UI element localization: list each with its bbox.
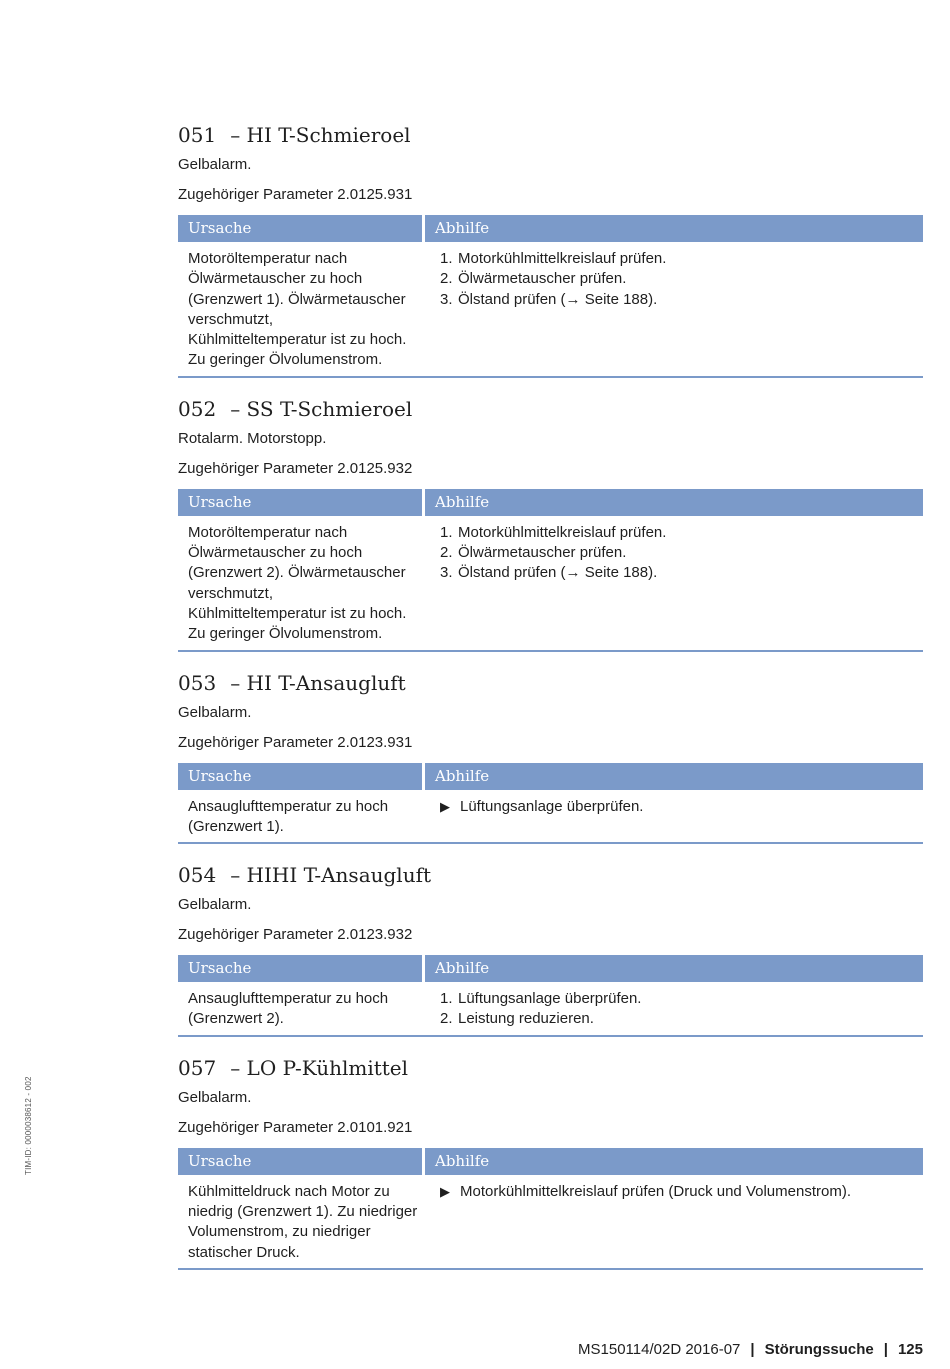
remedy-item <box>440 290 923 310</box>
step-number: 3. <box>440 564 453 582</box>
fault-heading <box>178 122 923 148</box>
remedy-item <box>440 1182 923 1202</box>
table-row <box>178 982 923 1035</box>
step-number: 3. <box>440 290 453 308</box>
related-parameter: Zugehöriger Parameter 2.0125.932 <box>178 459 413 477</box>
remedy-item <box>440 523 923 543</box>
header-remedy: Abhilfe <box>425 215 923 242</box>
fault-heading <box>178 396 923 422</box>
fault-code: 053 <box>178 670 217 695</box>
alarm-level: Gelbalarm. <box>178 1088 252 1106</box>
remedy-item <box>440 1009 923 1029</box>
footer-separator: | <box>883 1341 888 1358</box>
header-cause: Ursache <box>178 215 422 242</box>
header-remedy: Abhilfe <box>425 1148 923 1175</box>
header-cause: Ursache <box>178 489 422 516</box>
alarm-level: Gelbalarm. <box>178 703 252 721</box>
fault-code: 054 <box>178 863 217 888</box>
step-number: 2. <box>440 544 453 562</box>
remedy-item <box>440 543 923 563</box>
fault-title: – HI T-Ansaugluft <box>230 670 406 695</box>
table-header <box>178 215 923 242</box>
cause-line: Ölwärmetauscher zu hoch <box>188 544 363 562</box>
fault-section-051 <box>178 122 923 378</box>
alarm-level: Gelbalarm. <box>178 156 252 173</box>
cause-line: Kühlmitteldruck nach Motor zu <box>188 1182 390 1200</box>
table-row <box>178 516 923 650</box>
remedy-cell <box>425 989 923 1030</box>
remedy-item <box>440 989 923 1009</box>
fault-code: 052 <box>178 396 217 421</box>
table-row <box>178 790 923 843</box>
remedy-item <box>440 269 923 289</box>
alarm-level: Gelbalarm. <box>178 896 252 914</box>
fault-heading <box>178 1055 923 1081</box>
fault-heading <box>178 670 923 696</box>
tim-id-label: TIM-ID: 0000038612 - 002 <box>24 1076 33 1175</box>
cause-line: Volumenstrom, zu niedriger <box>188 1223 371 1241</box>
step-number: 1. <box>440 523 453 541</box>
remedy-text: Leistung reduzieren. <box>458 1010 594 1028</box>
cause-line: Motoröltemperatur nach <box>188 523 348 541</box>
fault-code: 051 <box>178 123 217 147</box>
step-number: 1. <box>440 990 453 1008</box>
cause-line: Ansauglufttemperatur zu hoch <box>188 990 389 1008</box>
footer-separator: | <box>750 1341 755 1358</box>
remedy-list <box>440 797 923 817</box>
fault-title: – HI T-Schmieroel <box>230 123 411 147</box>
fault-section-054 <box>178 862 923 1037</box>
remedy-text: Ölstand prüfen (→ Seite 188). <box>458 290 658 308</box>
cause-line: (Grenzwert 2). Ölwärmetauscher <box>188 564 406 582</box>
fault-section-053 <box>178 670 923 845</box>
cause-line: (Grenzwert 1). <box>188 817 284 835</box>
remedy-text: Motorkühlmittelkreislauf prüfen. <box>458 250 667 267</box>
fault-table <box>178 955 923 1037</box>
remedy-text: Ölstand prüfen (→ Seite 188). <box>458 564 658 582</box>
page-footer <box>578 1340 923 1360</box>
step-number: 1. <box>440 250 453 267</box>
remedy-item <box>440 797 923 817</box>
remedy-text: Motorkühlmittelkreislauf prüfen (Druck und Volumenstrom). <box>460 1182 851 1200</box>
fault-title: – HIHI T-Ansaugluft <box>230 863 432 888</box>
remedy-text: Lüftungsanlage überprüfen. <box>458 990 642 1008</box>
remedy-item <box>440 563 923 583</box>
cause-line: verschmutzt, <box>188 584 274 602</box>
fault-table <box>178 763 923 845</box>
cause-line: Kühlmitteltemperatur ist zu hoch. <box>188 331 407 349</box>
action-triangle-icon: ▶ <box>440 798 450 814</box>
action-triangle-icon: ▶ <box>440 1183 450 1199</box>
table-header <box>178 1148 923 1175</box>
fault-table <box>178 1148 923 1270</box>
fault-section-057 <box>178 1055 923 1270</box>
header-cause: Ursache <box>178 1148 422 1175</box>
remedy-cell <box>425 1182 923 1263</box>
cause-line: verschmutzt, <box>188 310 274 328</box>
cause-line: niedrig (Grenzwert 1). Zu niedriger <box>188 1203 418 1221</box>
chapter-name: Störungssuche <box>764 1341 874 1358</box>
remedy-list <box>440 523 923 584</box>
remedy-list <box>440 249 923 310</box>
remedy-text: Ölwärmetauscher prüfen. <box>458 270 627 288</box>
remedy-list <box>440 989 923 1030</box>
header-remedy: Abhilfe <box>425 489 923 516</box>
cause-cell <box>178 523 425 645</box>
cause-cell <box>178 989 425 1030</box>
alarm-level: Rotalarm. Motorstopp. <box>178 429 327 447</box>
table-row <box>178 1175 923 1268</box>
header-cause: Ursache <box>178 955 422 982</box>
related-parameter: Zugehöriger Parameter 2.0123.932 <box>178 926 413 944</box>
table-header <box>178 955 923 982</box>
fault-heading <box>178 862 923 888</box>
fault-code: 057 <box>178 1055 217 1080</box>
remedy-cell <box>425 249 923 371</box>
cause-cell <box>178 797 425 838</box>
step-number: 2. <box>440 270 453 288</box>
header-remedy: Abhilfe <box>425 763 923 790</box>
step-number: 2. <box>440 1010 453 1028</box>
cause-cell <box>178 1182 425 1263</box>
content <box>178 122 923 1288</box>
header-cause: Ursache <box>178 763 422 790</box>
table-header <box>178 489 923 516</box>
fault-table <box>178 215 923 378</box>
page-number: 125 <box>897 1341 923 1358</box>
table-header <box>178 763 923 790</box>
remedy-item <box>440 249 923 269</box>
fault-title: – LO P-Kühlmittel <box>230 1055 409 1080</box>
cause-line: Zu geringer Ölvolumenstrom. <box>188 625 383 643</box>
cause-line: Ölwärmetauscher zu hoch <box>188 270 363 288</box>
remedy-text: Motorkühlmittelkreislauf prüfen. <box>458 523 667 541</box>
remedy-cell <box>425 523 923 645</box>
cause-line: statischer Druck. <box>188 1243 300 1261</box>
remedy-text: Ölwärmetauscher prüfen. <box>458 544 627 562</box>
fault-title: – SS T-Schmieroel <box>230 396 413 421</box>
cause-line: Ansauglufttemperatur zu hoch <box>188 797 389 815</box>
related-parameter: Zugehöriger Parameter 2.0123.931 <box>178 733 413 751</box>
remedy-cell <box>425 797 923 838</box>
cause-line: Motoröltemperatur nach <box>188 250 348 267</box>
related-parameter: Zugehöriger Parameter 2.0101.921 <box>178 1118 413 1136</box>
remedy-list <box>440 1182 923 1202</box>
table-row <box>178 242 923 376</box>
cause-cell <box>178 249 425 371</box>
cause-line: Kühlmitteltemperatur ist zu hoch. <box>188 604 407 622</box>
header-remedy: Abhilfe <box>425 955 923 982</box>
fault-section-052 <box>178 396 923 652</box>
cause-line: (Grenzwert 1). Ölwärmetauscher <box>188 290 406 308</box>
document-number: MS150114/02D 2016-07 <box>578 1341 741 1358</box>
fault-table <box>178 489 923 652</box>
cause-line: (Grenzwert 2). <box>188 1010 284 1028</box>
related-parameter: Zugehöriger Parameter 2.0125.931 <box>178 186 413 203</box>
cause-line: Zu geringer Ölvolumenstrom. <box>188 351 383 369</box>
remedy-text: Lüftungsanlage überprüfen. <box>460 797 644 815</box>
